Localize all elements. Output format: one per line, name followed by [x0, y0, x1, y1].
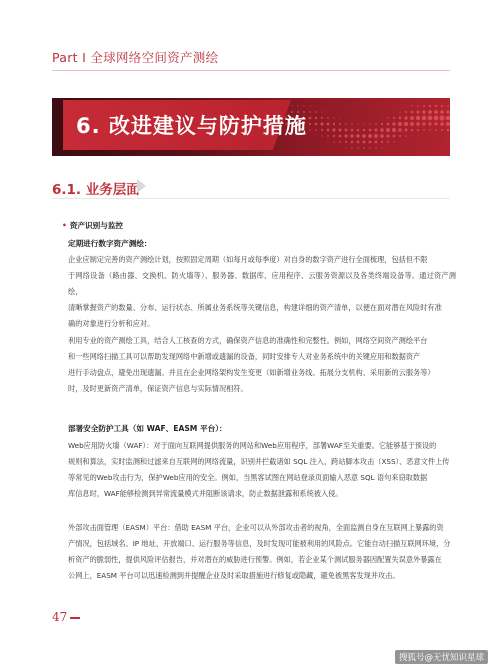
text-line: 和一些网络扫描工具可以帮助发现网络中新增或遗漏的设备，同时安排专人对业务系统中的关键应用和数据资产: [68, 352, 421, 361]
paragraph-3: [68, 438, 456, 502]
text-line: 库信息时，WAF能够检测到异常流量模式并阻断该请求，防止数据泄露和系统被入侵。: [68, 489, 343, 498]
text-line: 外部攻击面管理（EASM）平台：借助 EASM 平台，企业可以从外部攻击者的视角，全面监测自身在互联网上暴露的资: [68, 523, 444, 532]
section-heading: 6.1. 业务层面: [52, 182, 140, 198]
text-line: 公网上，EASM 平台可以迅速检测到并提醒企业及时采取措施进行修复或隐藏，避免被黑客发现并攻击。: [68, 571, 400, 580]
header-divider: [52, 70, 450, 71]
text-line: 进行手动盘点，避免出现遗漏。并且在企业网络架构发生变更（如新增业务线、拓展分支机构、采用新的云服务等）: [68, 368, 435, 377]
play-arrow-icon: [137, 179, 146, 193]
text-line: 清晰掌握资产的数量、分布、运行状态、所属业务系统等关键信息，构建详细的资产清单，以便在面对潜在风险时有准: [68, 303, 442, 312]
watermark: 搜狐号@无忧知识星球: [395, 650, 488, 664]
text-line: 析资产的脆弱性，提供风险评估报告，并对潜在的威胁进行预警。例如，若企业某个测试服务器因配置失误意外暴露在: [68, 555, 442, 564]
subheading-security-tools: 部署安全防护工具（如 WAF、EASM 平台）：: [68, 424, 227, 433]
text-line: 利用专业的资产测绘工具，结合人工核查的方式，确保资产信息的准确性和完整性。例如，网络空间资产测绘平台: [68, 336, 428, 345]
paragraph-2: [68, 333, 456, 397]
page-number-accent: [70, 617, 80, 619]
subheading-asset-mapping: 定期进行数字资产测绘：: [68, 239, 152, 248]
text-line: 于网络设备（路由器、交换机、防火墙等）、服务器、数据库、应用程序、云服务资源以及各类终端设备等。通过资产测绘，: [68, 271, 456, 296]
text-line: 等常见的Web攻击行为，保护Web应用的安全。例如，当黑客试图在网站登录页面输入恶意 SQL 语句来窃取数据: [68, 473, 428, 482]
section-divider: [52, 198, 450, 199]
bullet-heading: [62, 220, 123, 231]
paragraph-4: [68, 520, 456, 584]
chapter-title: 6. 改进建议与防护措施: [76, 114, 307, 138]
text-line: 确的对象进行分析和应对。: [68, 319, 155, 328]
text-line: Web应用防火墙（WAF）：对于面向互联网提供服务的网站和Web应用程序，部署WAF至关重要。它能够基于预设的: [68, 441, 437, 450]
text-line: 时，及时更新资产清单，保证资产信息与实际情况相符。: [68, 384, 248, 393]
text-line: 产情况，包括域名、IP 地址、开放端口、运行服务等信息，及时发现可能被利用的风险点。它能自动扫描互联网环境，分: [68, 539, 451, 548]
page-number: 47: [52, 610, 68, 624]
bullet-heading-text: 资产识别与监控: [69, 221, 124, 230]
text-line: 规则和算法，实时监测和过滤来自互联网的网络流量，识别并拦截诸如 SQL 注入、跨站脚本攻击（XSS）、恶意文件上传: [68, 457, 450, 466]
bullet-dot-icon: •: [62, 221, 67, 230]
text-line: 企业应制定完善的资产测绘计划，按照固定周期（如每月或每季度）对自身的数字资产进行全面梳理，包括但不限: [68, 255, 428, 264]
header-part-label: Part Ⅰ 全球网络空间资产测绘: [52, 50, 219, 65]
paragraph-1: [68, 252, 456, 332]
